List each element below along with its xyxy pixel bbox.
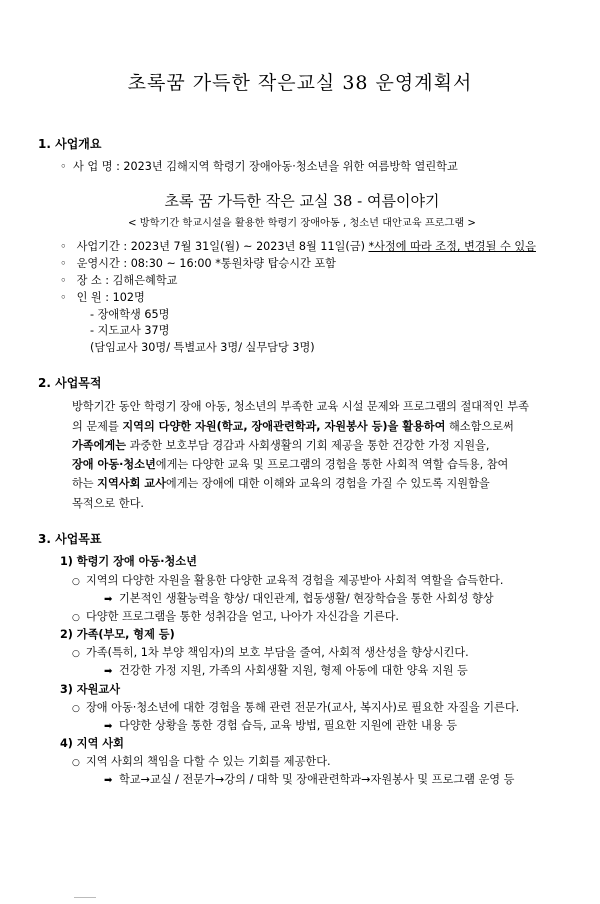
purpose-1-a: 방학기간 동안 학령기 장애 아동, 청소년의 부족한 교육 시설 문제와 프로그램의 절대적인 부족 bbox=[72, 400, 529, 414]
purpose-5-b: 지역사회 교사 bbox=[97, 477, 166, 491]
purpose-line-6 bbox=[72, 494, 566, 513]
personnel-line-2: - 지도교사 37명 bbox=[90, 324, 170, 338]
section-2-heading bbox=[38, 374, 566, 393]
section-1-heading bbox=[38, 135, 566, 154]
purpose-line-4 bbox=[72, 455, 566, 474]
personnel-line-1: - 장애학생 65명 bbox=[90, 307, 170, 321]
purpose-3-a: 가족에게는 bbox=[72, 438, 127, 452]
purpose-2-c: 해소함으로써 bbox=[445, 419, 514, 433]
goal-3-point-1: ○ 장애 아동·청소년에 대한 경험을 통해 관련 전문가(교사, 복지사)로 필요한 자질을 기른다. bbox=[72, 699, 566, 717]
section-2-title: 사업목적 bbox=[55, 375, 102, 390]
section-2 bbox=[38, 374, 566, 513]
info-label-hours: 운영시간 : bbox=[76, 257, 128, 271]
document-page bbox=[0, 68, 600, 904]
info-label-place: 장 소 : bbox=[76, 273, 110, 287]
purpose-4-b: 에게는 다양한 교육 및 프로그램의 경험을 통한 사회적 역할 습득용, 참여 bbox=[155, 458, 509, 472]
info-item-place bbox=[60, 273, 566, 290]
purpose-line-2 bbox=[72, 417, 566, 436]
purpose-2-a: 의 문제를 bbox=[72, 419, 123, 433]
section-2-number: 2. bbox=[38, 375, 51, 390]
info-item-hours bbox=[60, 256, 566, 273]
info-label-period: 사업기간 : bbox=[76, 240, 128, 254]
purpose-line-3 bbox=[72, 436, 566, 455]
goal-group-1 bbox=[38, 553, 566, 626]
purpose-line-5 bbox=[72, 474, 566, 493]
personnel-line-3: (담임교사 30명/ 특별교사 3명/ 실무담당 3명) bbox=[90, 341, 315, 355]
goal-1-point-2: ➡ 기본적인 생활능력을 향상/ 대인관계, 협동생활/ 현장학습을 통한 사회성 향상 bbox=[104, 590, 566, 608]
section-3 bbox=[38, 530, 566, 789]
page-footer-rule bbox=[74, 897, 96, 898]
info-item-period bbox=[60, 239, 566, 256]
goal-1-point-3: ○ 다양한 프로그램을 통한 성취감을 얻고, 나아가 자신감을 기른다. bbox=[72, 608, 566, 626]
goal-group-4 bbox=[38, 735, 566, 789]
section-1-number: 1. bbox=[38, 137, 51, 151]
goal-group-2-label: 2) 가족(부모, 형제 등) bbox=[60, 628, 175, 642]
purpose-5-c: 에게는 장애에 대한 이해와 교육의 경험을 가질 수 있도록 지원함을 bbox=[165, 477, 490, 491]
page-title: 초록꿈 가득한 작은교실 38 운영계획서 bbox=[127, 72, 473, 94]
section-2-paragraph bbox=[72, 397, 566, 513]
section-3-heading bbox=[38, 530, 566, 549]
goal-3-point-2: ➡ 다양한 상황을 통한 경험 습득, 교육 방법, 필요한 지원에 관한 내용 등 bbox=[104, 717, 566, 735]
goal-group-3 bbox=[38, 681, 566, 735]
section-1-overview: ◦ 사 업 명 : 2023년 김해지역 학령기 장애아동·청소년을 위한 여름방학 열린학교 bbox=[60, 158, 566, 176]
section-3-number: 3. bbox=[38, 532, 51, 546]
goal-group-3-label: 3) 자원교사 bbox=[60, 682, 121, 696]
purpose-line-1 bbox=[72, 397, 566, 416]
program-caption: < 방학기간 학교시설을 활용한 학령기 장애아동 , 청소년 대안교육 프로그램 > bbox=[128, 217, 476, 229]
goal-group-4-label: 4) 지역 사회 bbox=[60, 736, 124, 750]
info-value-place: 김해은혜학교 bbox=[112, 273, 178, 287]
info-value-period: 2023년 7월 31일(월) ~ 2023년 8월 11일(금) bbox=[130, 240, 369, 254]
info-value-hours: 08:30 ~ 16:00 *통원차량 탑승시간 포함 bbox=[130, 257, 336, 271]
goal-group-2 bbox=[38, 626, 566, 680]
program-title: 초록 꿈 가득한 작은 교실 38 - 여름이야기 bbox=[164, 191, 440, 210]
info-note-period: *사정에 따라 조정, 변경될 수 있음 bbox=[368, 240, 536, 254]
goal-4-point-1: ○ 지역 사회의 책임을 다할 수 있는 기회를 제공한다. bbox=[72, 753, 566, 771]
purpose-6-a: 목적으로 한다. bbox=[72, 496, 144, 510]
info-item-headcount bbox=[60, 290, 566, 307]
section-3-title: 사업목표 bbox=[55, 532, 102, 546]
goal-2-point-1: ○ 가족(특히, 1차 부양 책임자)의 보호 부담을 줄여, 사회적 생산성을 향상시킨다. bbox=[72, 644, 566, 662]
goal-1-point-1: ○ 지역의 다양한 자원을 활용한 다양한 교육적 경험을 제공받아 사회적 역할을 습득한다. bbox=[72, 572, 566, 590]
section-1-title: 사업개요 bbox=[55, 137, 102, 151]
info-label-headcount: 인 원 : bbox=[76, 290, 110, 304]
purpose-5-a: 하는 bbox=[72, 477, 98, 491]
section-1 bbox=[38, 135, 566, 357]
purpose-3-b: 과중한 보호부담 경감과 사회생활의 기회 제공을 통한 건강한 가정 지원을, bbox=[126, 438, 490, 452]
document-body bbox=[0, 135, 600, 789]
goal-4-point-2: ➡ 학교→교실 / 전문가→강의 / 대학 및 장애관련학과→자원봉사 및 프로그램 운영 등 bbox=[104, 771, 566, 789]
info-value-headcount: 102명 bbox=[112, 290, 145, 304]
purpose-2-b: 지역의 다양한 자원(학교, 장애관련학과, 자원봉사 등)을 활용하여 bbox=[122, 419, 446, 433]
goal-2-point-2: ➡ 건강한 가정 지원, 가족의 사회생활 지원, 형제 아동에 대한 양육 지원 등 bbox=[104, 662, 566, 680]
purpose-4-a: 장애 아동·청소년 bbox=[72, 458, 156, 472]
goal-group-1-label: 1) 학령기 장애 아동·청소년 bbox=[60, 555, 197, 569]
